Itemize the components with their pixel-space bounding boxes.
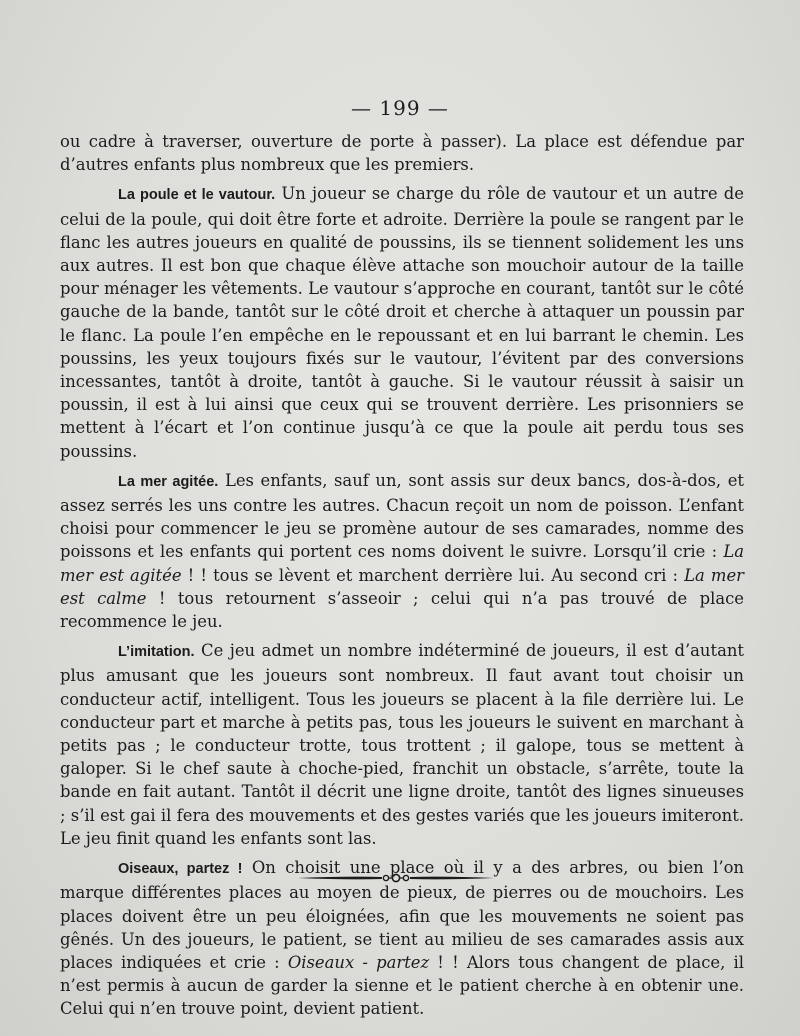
call-phrase: La mer est agitée bbox=[60, 542, 744, 585]
paragraph-mer-agitee bbox=[60, 469, 744, 633]
paragraph-text: ! ! tous se lèvent et marchent derrière lui. Au second cri : bbox=[181, 565, 685, 585]
paragraph-continuation bbox=[60, 130, 744, 176]
paragraph-poule-vautour bbox=[60, 182, 744, 462]
paragraph-text: ! ! Alors tous changent de place, il n’est permis à aucun de garder la sienne et le patient cherche à en obtenir une. Celui qui n’en trouve point, devient patient. bbox=[60, 952, 744, 1019]
paragraph-text: Un joueur se charge du rôle de vautour et un autre de celui de la poule, qui doit être forte et adroite. Derrière la poule se rangent par le flanc les autres joueurs en qualité de poussins, ils se tiennent solidement les uns aux autres. Il est bon que chaque élève attache son mouchoir autour de la taille pour ménager les vêtements. Le vautour s’approche en courant, tantôt sur le côté gauche de la bande, tantôt sur le côté droit et cherche à attaquer un poussin par le flanc. La poule l’en empêche en le repoussant et en lui barrant le chemin. Les poussins, les yeux toujours fixés sur le vautour, l’évitent par des conversions incessantes, tantôt à droite, tantôt à gauche. Si le vautour réussit à saisir un poussin, il est à lui ainsi que ceux qui se trouvent derrière. Les prisonniers se mettent à l’écart et l’on continue jusqu’à ce que la poule ait perdu tous ses poussins. bbox=[60, 184, 744, 461]
game-heading: La poule et le vautour. bbox=[118, 187, 276, 204]
paragraph-text: ! tous retournent s’asseoir ; celui qui n’a pas trouvé de place recommence le jeu. bbox=[60, 588, 744, 632]
paragraph-text: ou cadre à traverser, ouverture de porte à passer). La place est défendue par d’autres enfants plus nombreux que les premiers. bbox=[60, 132, 744, 175]
paragraph-text: On choisit une place où il y a des arbres, ou bien l’on marque différentes places au moyen de pieux, de pierres ou de mouchoirs. Les places doivent être un peu éloignées, afin que les mouvements ne soient pas gênés. Un des joueurs, le patient, se tient au milieu de ses camarades assis aux places indiquées et crie : bbox=[60, 858, 744, 972]
paragraph-text: Ce jeu admet un nombre indéterminé de joueurs, il est d’autant plus amusant que les joueurs sont nombreux. Il faut avant tout choisir un conducteur actif, intelligent. Tous les joueurs se placent à la file derrière lui. Le conducteur part et marche à petits pas, tous les joueurs le suivent en marchant à petits pas ; le conducteur trotte, tous trottent ; il galope, tous se mettent à galoper. Si le chef saute à choche-pied, franchit un obstacle, s’arrête, toute la bande en fait autant. Tantôt il décrit une ligne droite, tantôt des lignes sinueuses ; s’il est gai il fera des mouvements et des gestes variés que les joueurs imiteront. Le jeu finit quand les enfants sont las. bbox=[60, 641, 744, 848]
game-heading: L’imitation. bbox=[118, 644, 195, 661]
paragraph-text: Les enfants, sauf un, sont assis sur deux bancs, dos-à-dos, et assez serrés les uns contre les autres. Chacun reçoit un nom de poisson. L’enfant choisi pour commencer le jeu se promène autour de ses camarades, nomme des poissons et les enfants qui portent ces noms doivent le suivre. Lorsqu’il crie : bbox=[60, 470, 745, 562]
call-phrase: Oiseaux - partez bbox=[287, 952, 430, 972]
call-phrase: La mer est calme bbox=[60, 565, 744, 608]
body-text bbox=[60, 130, 744, 1027]
end-ornament bbox=[296, 868, 496, 888]
game-heading: Oiseaux, partez ! bbox=[118, 861, 243, 878]
paragraph-imitation bbox=[60, 639, 744, 850]
page-number: — 199 — bbox=[351, 96, 449, 120]
game-heading: La mer agitée. bbox=[118, 473, 219, 490]
